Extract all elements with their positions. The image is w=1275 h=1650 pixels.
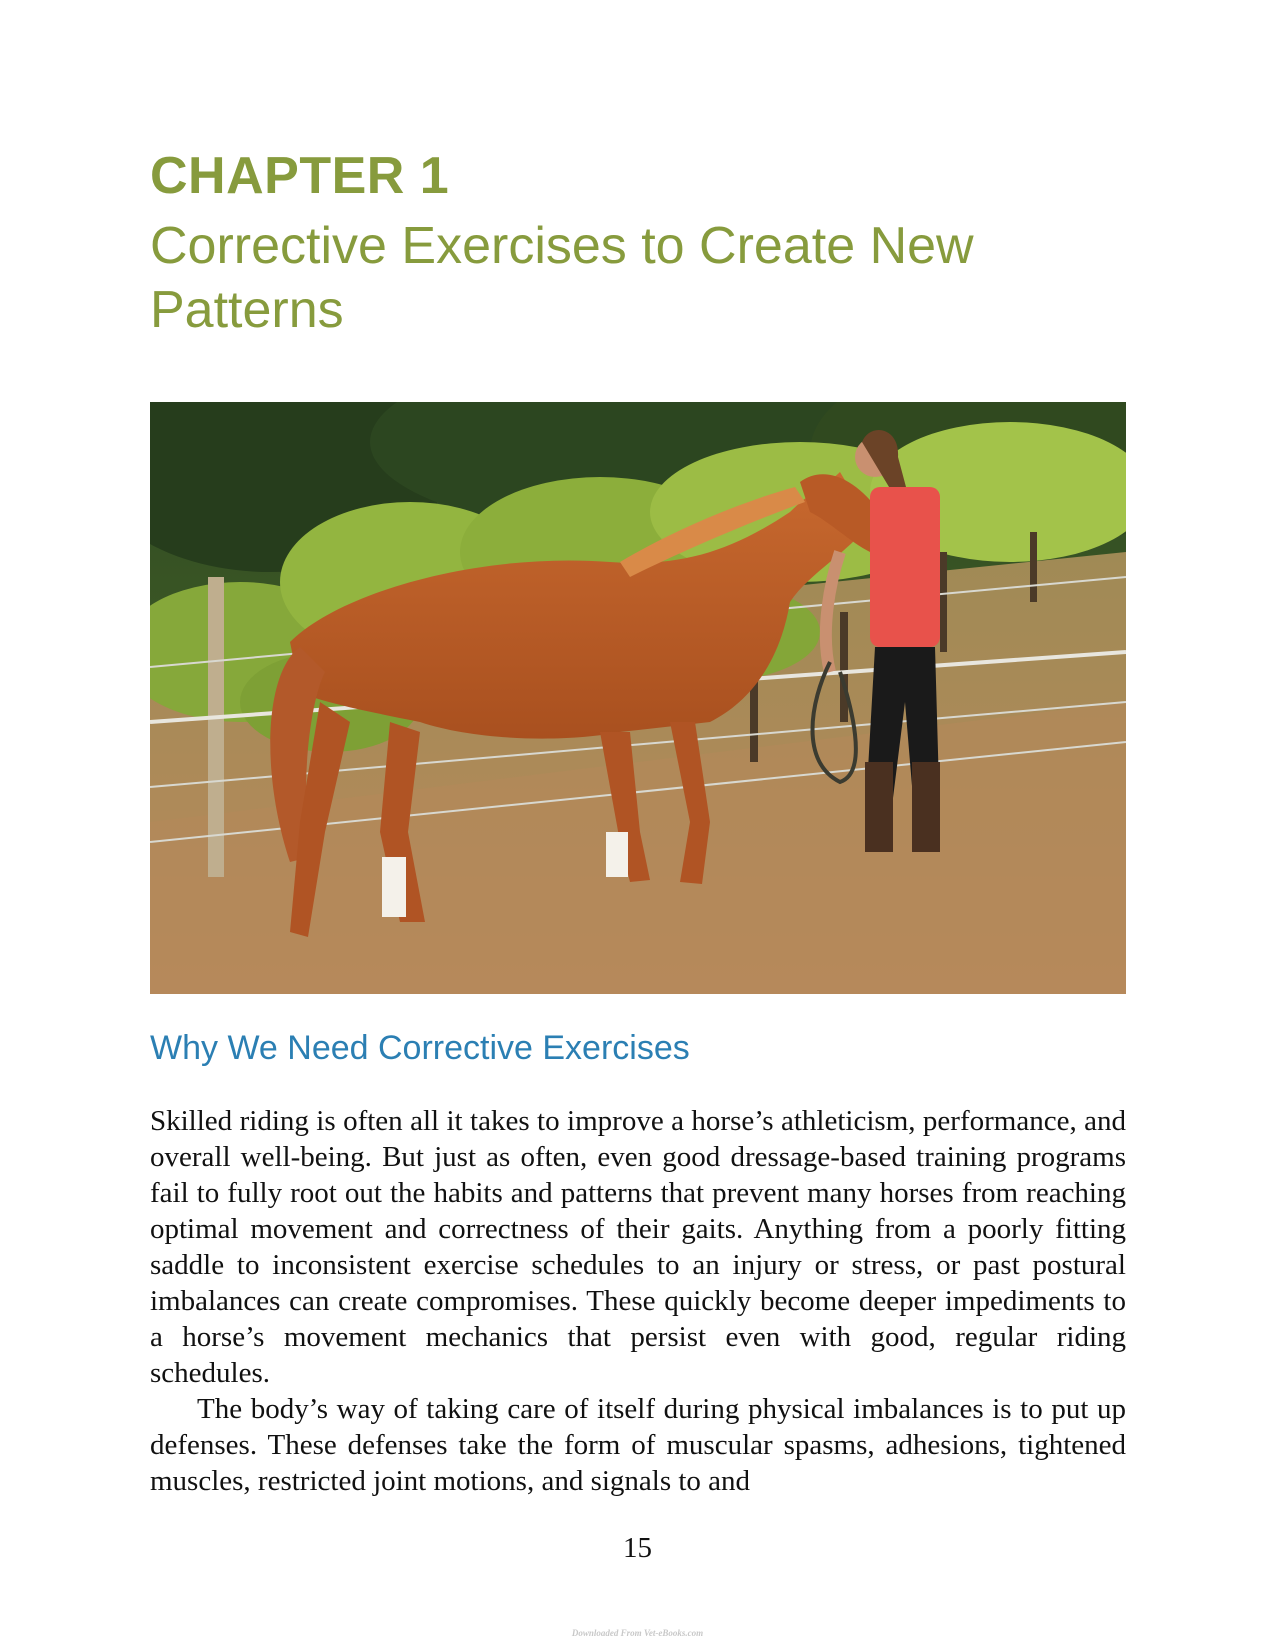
body-paragraph-1: Skilled riding is often all it takes to improve a horse’s athleticism, performance, and overall well-being. But just as often, even good dressage-based training programs fail to fully root out the habits and patterns that prevent many horses from reaching optimal movement and correctness of their gaits. Anything from a poorly fitting saddle to inconsistent exercise schedules to an injury or stress, or past postural imbalances can create compromises. These quickly become deeper impediments to a horse’s movement mechanics that persist even with good, regular riding schedules.	[150, 1105, 1126, 1389]
body-text	[150, 1103, 1126, 1499]
chapter-label: CHAPTER 1	[150, 147, 450, 205]
chapter-title: Corrective Exercises to Create New Patterns	[150, 217, 974, 339]
page-number: 15	[623, 1532, 652, 1564]
watermark: Downloaded From Vet-eBooks.com	[571, 1628, 704, 1638]
chapter-photo	[150, 402, 1126, 994]
section-heading: Why We Need Corrective Exercises	[150, 1029, 690, 1067]
body-paragraph-2: The body’s way of taking care of itself during physical imbalances is to put up defenses. These defenses take the form of muscular spasms, adhesions, tightened muscles, restricted joint motions, and signals to and	[150, 1393, 1126, 1497]
